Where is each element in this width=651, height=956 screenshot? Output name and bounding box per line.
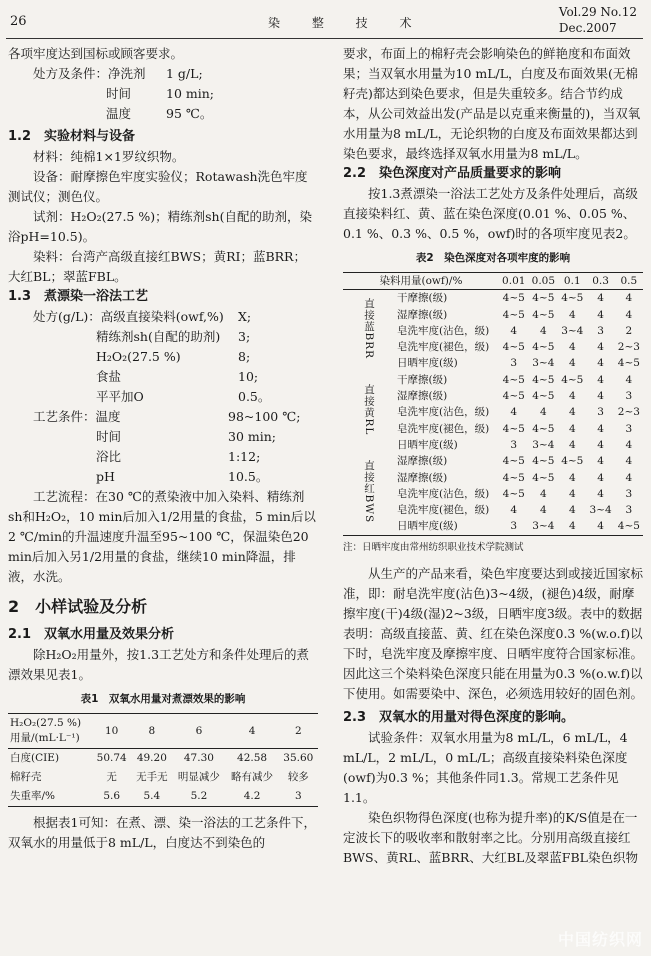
- table-2-caption: 表2 染色深度对各项牢度的影响: [415, 252, 571, 264]
- journal-name: 染 整 技 术: [268, 16, 426, 30]
- fastness-grade: 4~5: [532, 390, 555, 403]
- paragraph: 试剂：H₂O₂(27.5 %)；精练剂sh(自配的助剂，染浴pH=10.5)。: [8, 209, 312, 244]
- process-row: 时间 30 min;: [96, 429, 276, 444]
- fastness-property: 皂洗牢度(褪色，级): [397, 341, 490, 354]
- fastness-grade: 3: [625, 390, 633, 403]
- fastness-grade: 3~4: [532, 357, 555, 370]
- fastness-grade: 4~5: [502, 455, 525, 468]
- fastness-grade: 4~5: [617, 357, 640, 370]
- fastness-grade: 4: [597, 471, 604, 484]
- table-row: [343, 290, 643, 307]
- fastness-grade: 4: [625, 373, 633, 386]
- fastness-grade: 4: [597, 373, 604, 386]
- fastness-grade: 4: [625, 471, 633, 484]
- recipe-row: 精练剂sh(自配的助剂) 3;: [96, 329, 251, 344]
- fastness-property: 日晒牢度(级): [397, 357, 458, 370]
- fastness-grade: 4~5: [532, 373, 555, 386]
- fastness-grade: 3~4: [532, 438, 555, 451]
- fastness-property: 皂洗牢度(沾色，级): [397, 324, 490, 337]
- fastness-grade: 4: [568, 390, 576, 403]
- section-2-title: 2 小样试验及分析: [8, 597, 148, 616]
- fastness-property: 湿摩擦(级): [397, 308, 448, 321]
- fastness-grade: 4~5: [502, 373, 525, 386]
- fastness-property: 皂洗牢度(褪色，级): [397, 504, 490, 517]
- paragraph: 设备：耐摩擦色牢度实验仪；Rotawash洗色牢度测试仪；测色仪。: [8, 169, 308, 204]
- section-1-3-title: 1.3 煮漂染一浴法工艺: [8, 289, 149, 304]
- fastness-grade: 4~5: [561, 455, 584, 468]
- fastness-grade: 4: [568, 487, 576, 500]
- fastness-grade: 4: [597, 308, 604, 321]
- fastness-grade: 4: [625, 438, 633, 451]
- table-2-note: 注：日晒牢度由常州纺织职业技术学院测试: [343, 541, 524, 553]
- fastness-grade: 4: [540, 487, 547, 500]
- fastness-grade: 4~5: [502, 471, 525, 484]
- table-header-row: 染料用量(owf)/% 0.01 0.05 0.1 0.3 0.5: [343, 273, 643, 290]
- process-list: [8, 407, 318, 487]
- dye-group-label: 直接蓝BRR: [363, 297, 375, 359]
- fastness-property: 干摩擦(级): [397, 292, 448, 305]
- fastness-grade: 4: [568, 341, 576, 354]
- table-row: [343, 453, 643, 469]
- section-2-3-title: 2.3 双氧水的用量对得色深度的影响。: [343, 709, 575, 725]
- fastness-grade: 4: [625, 292, 633, 305]
- process-row: 浴比 1:12;: [96, 449, 261, 464]
- fastness-property: 皂洗牢度(沾色，级): [397, 406, 490, 419]
- table-2: [343, 272, 643, 536]
- watermark-logo: 中国纺织网: [557, 930, 643, 949]
- fastness-grade: 4: [597, 390, 604, 403]
- fastness-grade: 4: [510, 324, 518, 337]
- fastness-grade: 4~5: [502, 308, 525, 321]
- fastness-grade: 4: [597, 520, 604, 533]
- fastness-grade: 4: [625, 455, 633, 468]
- table-row: 失重率/% 5.6 5.4 5.2 4.2 3: [10, 790, 302, 802]
- fastness-grade: 2~3: [617, 406, 640, 419]
- page-number: 26: [10, 14, 27, 29]
- fastness-grade: 4: [568, 422, 576, 435]
- fastness-grade: 4: [597, 487, 604, 500]
- fastness-grade: 4~5: [502, 341, 525, 354]
- dye-group-label: 直接红BWS: [363, 459, 375, 523]
- fastness-grade: 4~5: [532, 341, 555, 354]
- fastness-grade: 4: [597, 357, 604, 370]
- fastness-property: 干摩擦(级): [397, 373, 448, 386]
- process-row: pH 10.5。: [96, 469, 269, 484]
- paragraph: 除H₂O₂用量外，按1.3工艺处方和条件处理后的煮漂效果见表1。: [8, 647, 310, 682]
- recipe-row: H₂O₂(27.5 %) 8;: [96, 349, 251, 364]
- fastness-grade: 3: [625, 504, 633, 517]
- right-column: [343, 44, 643, 868]
- section-2-1-title: 2.1 双氧水用量及效果分析: [8, 627, 175, 642]
- fastness-property: 湿摩擦(级): [397, 455, 448, 468]
- recipe-row: 处方(g/L)：高级直接染料(owf,%) X;: [33, 309, 252, 324]
- fastness-property: 日晒牢度(级): [397, 520, 458, 533]
- paragraph: 试验条件：双氧水用量为8 mL/L，6 mL/L，4 mL/L，2 mL/L，0 mL/L；高级直接染料染色深度(owf)为0.3 %；其他条件同1.3。常规工艺条件见1.1。: [343, 729, 628, 805]
- fastness-grade: 4~5: [532, 308, 555, 321]
- dye-group-label: 直接黄RL: [363, 384, 375, 436]
- process-row: 工艺条件：温度 98~100 ℃;: [33, 409, 301, 424]
- table-row: 棉籽壳 无 无手无 明显减少 略有减少 较多: [10, 771, 309, 783]
- table-row: [343, 372, 643, 388]
- fastness-grade: 4~5: [502, 422, 525, 435]
- fastness-grade: 3~4: [589, 504, 612, 517]
- fastness-grade: 4~5: [532, 455, 555, 468]
- condition-list: [8, 64, 318, 124]
- left-column: [8, 44, 318, 853]
- issue-date: Dec.2007: [558, 21, 617, 35]
- fastness-grade: 4~5: [502, 292, 525, 305]
- fastness-property: 皂洗牢度(沾色，级): [397, 487, 490, 500]
- fastness-grade: 4: [568, 357, 576, 370]
- fastness-grade: 3: [625, 422, 633, 435]
- fastness-grade: 3: [510, 438, 518, 451]
- paragraph: 工艺流程：在30 ℃的煮染液中加入染料、精练剂sh和H₂O₂，10 min后加入1/2用量的食盐，5 min后以2 ℃/min的升温速度升温至95~100 ℃，保温染色20 min后加入另1/2用量的食盐，继续10 min降温，排液，水洗。: [8, 489, 316, 584]
- fastness-grade: 4: [597, 455, 604, 468]
- recipe-row: 平平加O 0.5。: [96, 389, 271, 404]
- fastness-grade: 4: [568, 504, 576, 517]
- fastness-grade: 4~5: [502, 390, 525, 403]
- fastness-property: 日晒牢度(级): [397, 438, 458, 451]
- paragraph: 各项牢度达到国标或顾客要求。: [8, 46, 184, 61]
- table-1: [8, 713, 318, 807]
- section-2-2-title: 2.2 染色深度对产品质量要求的影响: [343, 166, 562, 181]
- paragraph: 按1.3煮漂染一浴法工艺处方及条件处理后，高级直接染料红、黄、蓝在染色深度(0.01 %、0.05 %、0.1 %、0.3 %、0.5 %，owf)时的各项牢度见表2。: [343, 186, 638, 241]
- header-rule: [6, 38, 643, 39]
- fastness-grade: 4: [625, 308, 633, 321]
- table-row: 白度(CIE) 50.74 49.20 47.30 42.58 35.60: [10, 752, 314, 764]
- fastness-grade: 3~4: [561, 324, 584, 337]
- fastness-grade: 4~5: [532, 292, 555, 305]
- condition-row: 处方及条件：净洗剂 1 g/L;: [33, 66, 203, 81]
- volume: Vol.29 No.12: [558, 5, 637, 19]
- fastness-grade: 4: [510, 406, 518, 419]
- fastness-grade: 4: [540, 324, 547, 337]
- fastness-grade: 4~5: [532, 422, 555, 435]
- paragraph: 染色织物得色深度(也称为提升率)的K/S值是在一定波长下的吸收率和散射率之比。分别用高级直接红BWS、黄RL、蓝BRR、大红BL及翠蓝FBL染色织物: [343, 809, 638, 865]
- fastness-grade: 4: [540, 406, 547, 419]
- fastness-grade: 4~5: [502, 487, 525, 500]
- running-header: [0, 0, 651, 40]
- fastness-property: 湿摩擦(级): [397, 390, 448, 403]
- fastness-grade: 4: [568, 406, 576, 419]
- paragraph: 根据表1可知：在煮、漂、染一浴法的工艺条件下，双氧水的用量低于8 mL/L，白度达不到染色的: [8, 815, 316, 850]
- fastness-grade: 2: [625, 324, 633, 337]
- fastness-grade: 4: [568, 438, 576, 451]
- condition-row: 时间 10 min;: [106, 86, 214, 101]
- fastness-grade: 4: [510, 504, 518, 517]
- paragraph: 染料：台湾产高级直接红BWS；黄RI；蓝BRR；大红BL；翠蓝FBL。: [8, 249, 306, 284]
- fastness-grade: 3~4: [532, 520, 555, 533]
- recipe-list: [8, 307, 318, 407]
- section-1-2-title: 1.2 实验材料与设备: [8, 129, 136, 144]
- fastness-grade: 4: [568, 520, 576, 533]
- recipe-row: 食盐 10;: [96, 369, 259, 384]
- fastness-property: 皂洗牢度(褪色，级): [397, 422, 490, 435]
- paragraph: 从生产的产品来看，染色牢度要达到或接近国家标准，即：耐皂洗牢度(沾色)3~4级，(褪色)4级，耐摩擦牢度(干)4级(湿)2~3级，日晒牢度3级。表中的数据表明：高级直接蓝、黄、红在染色深度0.3 %(w.o.f)以下时，皂洗牢度及摩擦牢度、日晒牢度符合国家标准。因此这三个染料染色深度只能在用量为0.3 %(o.w.f)以下使用。如需要染中、深色，必须选用较好的固色剂。: [343, 565, 644, 701]
- fastness-grade: 3: [597, 406, 604, 419]
- fastness-grade: 4: [568, 308, 576, 321]
- fastness-grade: 4~5: [617, 520, 640, 533]
- fastness-grade: 4: [597, 422, 604, 435]
- table-header-row: H₂O₂(27.5 %)用量/(mL·L⁻¹) 10 8 6 4 2: [8, 714, 318, 749]
- fastness-grade: 4: [597, 438, 604, 451]
- fastness-grade: 3: [625, 487, 633, 500]
- fastness-grade: 4~5: [561, 373, 584, 386]
- fastness-grade: 3: [597, 324, 604, 337]
- table-1-caption: 表1 双氧水用量对煮漂效果的影响: [80, 693, 246, 705]
- fastness-grade: 4: [597, 341, 604, 354]
- fastness-grade: 4~5: [532, 471, 555, 484]
- condition-row: 温度 95 ℃。: [106, 106, 213, 121]
- fastness-grade: 4: [568, 471, 576, 484]
- fastness-grade: 2~3: [617, 341, 640, 354]
- fastness-grade: 3: [510, 520, 518, 533]
- fastness-property: 湿摩擦(级): [397, 471, 448, 484]
- paragraph: 材料：纯棉1×1罗纹织物。: [33, 149, 185, 164]
- fastness-grade: 4~5: [561, 292, 584, 305]
- issue-info: [559, 4, 637, 36]
- fastness-grade: 4: [540, 504, 547, 517]
- paragraph: 要求，布面上的棉籽壳会影响染色的鲜艳度和布面效果；当双氧水用量为10 mL/L，白度及布面效果(无棉籽壳)都达到染色要求，但是失重较多。结合节约成本，从公司效益出发(产品是以克重来衡量的)，当双氧水用量为8 mL/L，无论织物的白度及布面效果都达到染色要求，最终选择双氧水用量为8 mL/L。: [343, 46, 641, 161]
- fastness-grade: 4: [597, 292, 604, 305]
- fastness-grade: 3: [510, 357, 518, 370]
